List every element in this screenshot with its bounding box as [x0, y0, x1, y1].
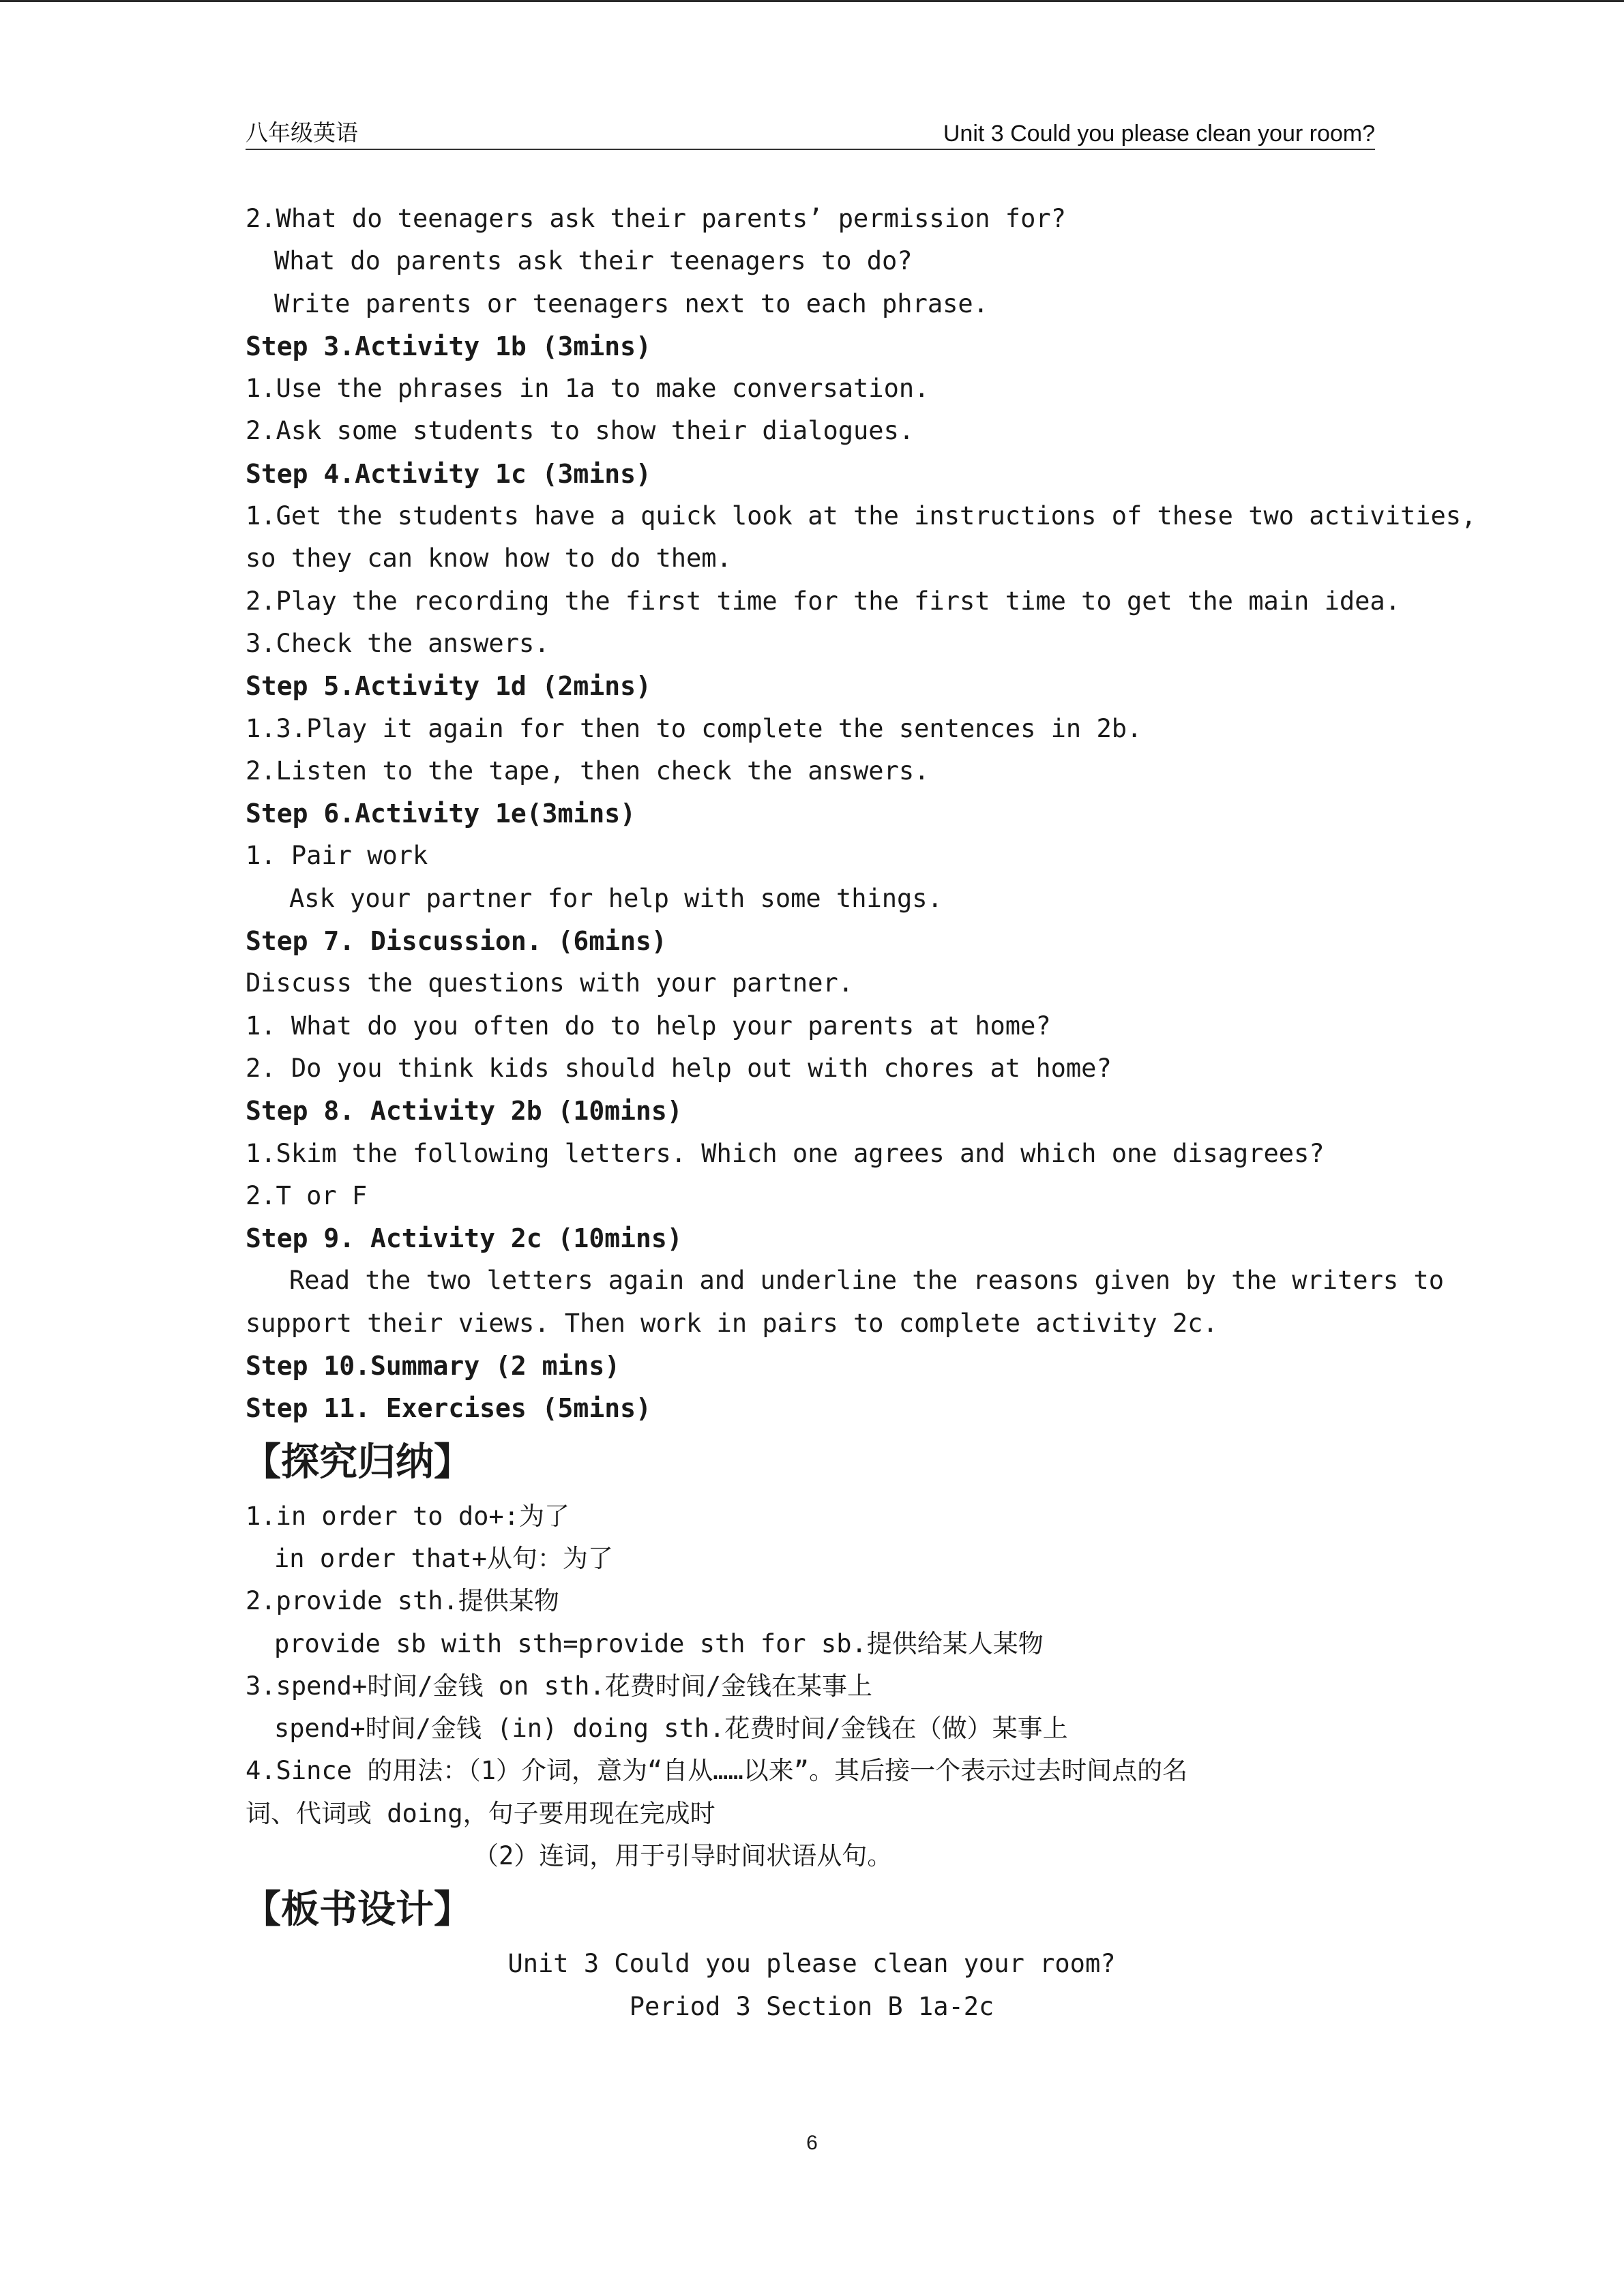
board-design-heading: 【板书设计】	[243, 1888, 472, 1933]
board-subtitle: Period 3 Section B 1a-2c	[629, 1991, 994, 2021]
header-subject: 八年级英语	[246, 120, 358, 145]
step-heading: Step 6.Activity 1e(3mins)	[246, 799, 636, 829]
step-heading: Step 10.Summary (2 mins)	[246, 1351, 621, 1382]
text-line: 4.Since 的用法：（1）介词，意为“自从……以来”。其后接一个表示过去时间点的名	[246, 1756, 1188, 1786]
text-line: 词、代词或 doing，句子要用现在完成时	[246, 1798, 715, 1828]
text-line: 2.Ask some students to show their dialogues.	[246, 416, 915, 446]
page-top-border	[0, 0, 1624, 2]
text-line: support their views. Then work in pairs to complete activity 2c.	[246, 1308, 1218, 1338]
step-heading: Step 5.Activity 1d (2mins)	[246, 671, 651, 702]
text-line: 2.Listen to the tape, then check the answers.	[246, 756, 930, 786]
explore-summary-heading: 【探究归纳】	[243, 1440, 472, 1485]
step-heading: Step 9. Activity 2c (10mins)	[246, 1223, 683, 1254]
text-line: provide sb with sth=provide sth for sb.提供给某人某物	[274, 1628, 1044, 1658]
text-line: 1.Use the phrases in 1a to make conversation.	[246, 374, 930, 404]
text-line: 3.spend+时间/金钱 on sth.花费时间/金钱在某事上	[246, 1671, 872, 1701]
text-line: spend+时间/金钱 (in) doing sth.花费时间/金钱在（做）某事上	[274, 1714, 1068, 1744]
document-body	[243, 198, 1477, 2028]
step-heading: Step 3.Activity 1b (3mins)	[246, 331, 651, 361]
text-line: 1.Skim the following letters. Which one agrees and which one disagrees?	[246, 1138, 1325, 1168]
text-line: 1.3.Play it again for then to complete the sentences in 2b.	[246, 713, 1142, 743]
text-line: Write parents or teenagers next to each phrase.	[274, 288, 988, 318]
text-line: Discuss the questions with your partner.	[246, 968, 854, 998]
text-line: 2. Do you think kids should help out with chores at home?	[246, 1053, 1112, 1083]
text-line: 2.What do teenagers ask their parents’ permission for?	[246, 204, 1066, 233]
step-heading: Step 11. Exercises (5mins)	[246, 1393, 651, 1424]
page-number: 6	[806, 2132, 818, 2154]
text-line: （2）连词，用于引导时间状语从句。	[473, 1840, 893, 1870]
text-line: 1. Pair work	[246, 841, 428, 871]
text-line: Read the two letters again and underline the reasons given by the writers to	[289, 1266, 1444, 1296]
text-line: 3.Check the answers.	[246, 628, 550, 658]
text-line: 1.in order to do+:为了	[246, 1501, 570, 1531]
text-line: Ask your partner for help with some things.	[289, 883, 943, 913]
text-line: so they can know how to do them.	[246, 543, 732, 573]
step-heading: Step 7. Discussion. (6mins)	[246, 926, 667, 957]
header-unit-title: Unit 3 Could you please clean your room?	[943, 121, 1375, 147]
step-heading: Step 4.Activity 1c (3mins)	[246, 458, 651, 489]
step-heading: Step 8. Activity 2b (10mins)	[246, 1096, 683, 1127]
text-line: 1.Get the students have a quick look at the instructions of these two activities,	[246, 501, 1477, 531]
text-line: in order that+从句：为了	[274, 1543, 613, 1573]
board-title: Unit 3 Could you please clean your room?	[507, 1949, 1116, 1979]
text-line: What do parents ask their teenagers to do?	[274, 246, 913, 276]
page-header	[246, 119, 1375, 150]
text-line: 2.provide sth.提供某物	[246, 1586, 559, 1616]
text-line: 1. What do you often do to help your parents at home?	[246, 1011, 1051, 1041]
text-line: 2.T or F	[246, 1180, 368, 1210]
text-line: 2.Play the recording the first time for the first time to get the main idea.	[246, 586, 1400, 616]
